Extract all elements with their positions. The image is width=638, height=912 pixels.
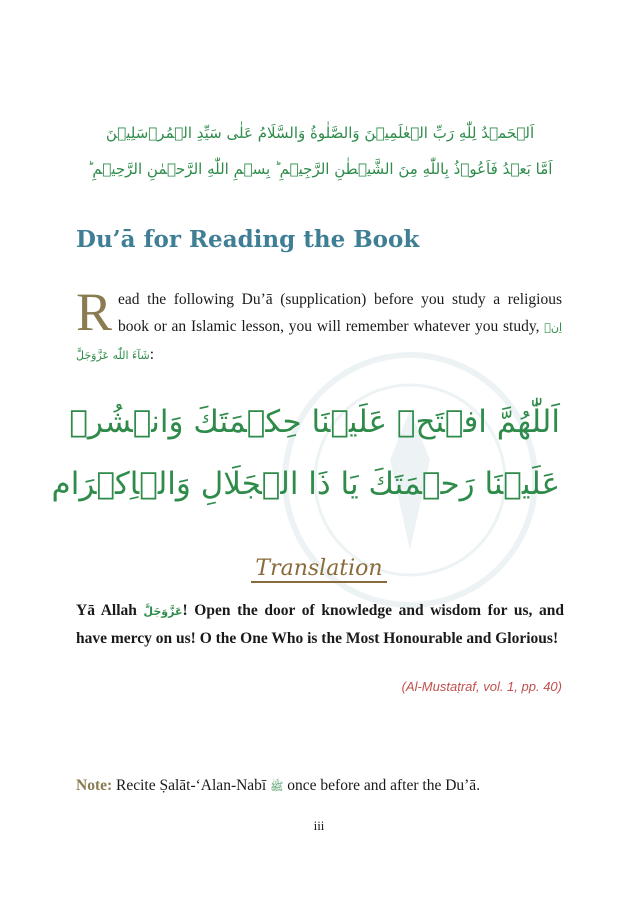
dua-line-1: اَللّٰهُمَّ افۡتَحۡ عَلَيۡنَا حِكۡمَتَكَ وَانۡشُرۡ: [69, 404, 560, 440]
opening-taawwudh-line: اَمَّا بَعۡدُ فَاَعُوۡذُ بِاللّٰهِ مِنَ الشَّيۡطٰنِ الرَّجِيۡمِ ؕ بِسۡمِ اللّٰهِ الرَّحۡمٰنِ الرَّحِيۡمِ ؕ: [87, 160, 553, 178]
intro-text: ead the following Du’ā (supplication) before you study a religious book or an Islamic lesson, you will remember whatever you study,: [118, 291, 562, 335]
note-text-after: once before and after the Du’ā.: [283, 777, 481, 794]
opening-praise-line: اَلۡحَمۡدُ لِلّٰهِ رَبِّ الۡعٰلَمِيۡنَ وَالصَّلٰوةُ وَالسَّلَامُ عَلٰى سَيِّدِ الۡمُرۡسَلِيۡنَ: [105, 124, 535, 142]
translation-paragraph: [76, 597, 564, 652]
translation-heading: [0, 556, 638, 581]
note-label: Note:: [76, 777, 113, 794]
page-title: Du’ā for Reading the Book: [76, 226, 420, 253]
note-text-before: Recite Ṣalāt-‘Alan-Nabī: [112, 777, 267, 794]
page-number: iii: [313, 818, 325, 833]
translation-before: Yā Allah: [76, 602, 137, 619]
note-line: [76, 777, 566, 796]
intro-trailing: :: [149, 346, 155, 363]
note-inline-arabic: ﷺ: [270, 780, 284, 793]
translation-after: ! Open the door of knowledge and wisdom for us, and have mercy on us! O the One Who is the Most Honourable and Glorious!: [76, 602, 564, 647]
dropcap-letter: R: [76, 282, 113, 342]
intro-paragraph: [76, 282, 563, 369]
translation-inline-arabic: عَزَّوَجَلَّ: [143, 605, 183, 618]
source-reference: (Al-Mustaṭraf, vol. 1, pp. 40): [401, 679, 562, 694]
inline-arabic-phrase: اِنۡ شَآءَ اللّٰه عَزَّوَجَلَّ: [76, 321, 563, 362]
translation-heading-text: Translation: [251, 556, 386, 583]
dua-line-2: عَلَيۡنَا رَحۡمَتَكَ يَا ذَا الۡجَلَالِ وَالۡاِكۡرَام: [51, 466, 560, 502]
